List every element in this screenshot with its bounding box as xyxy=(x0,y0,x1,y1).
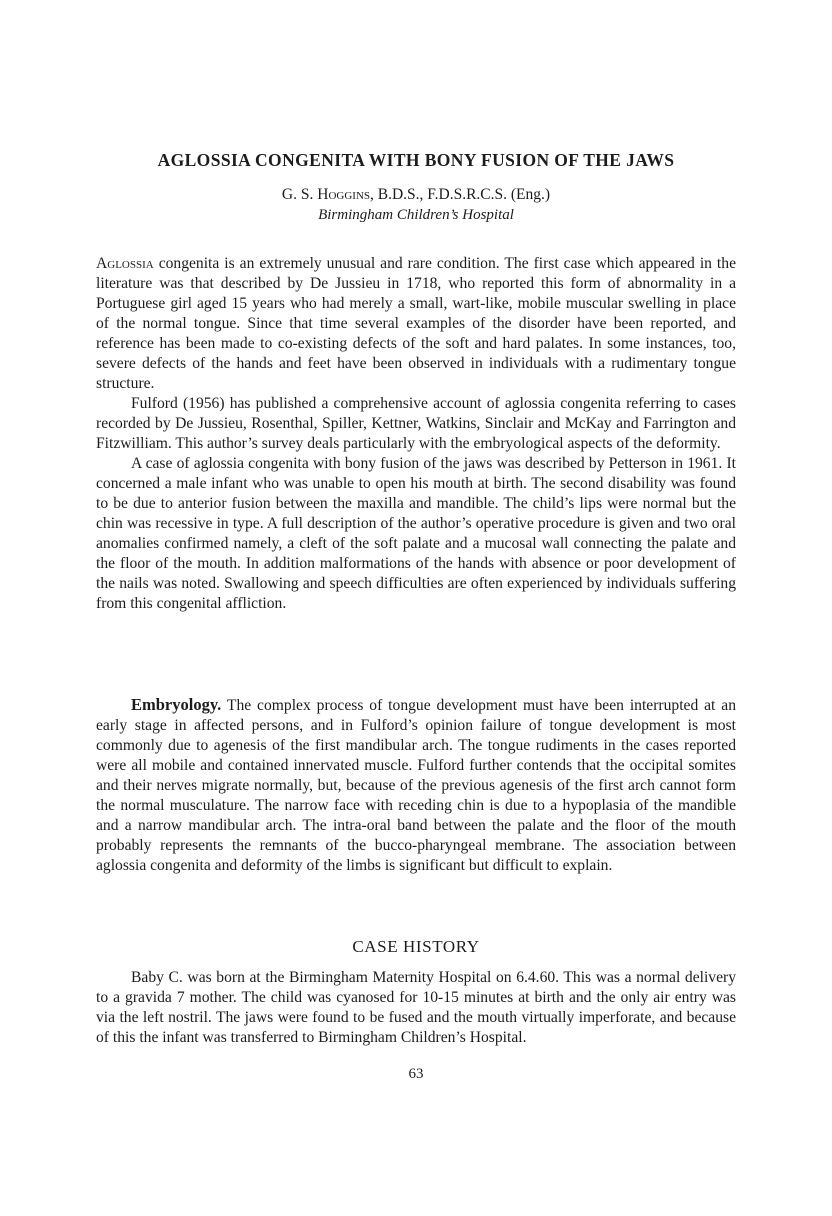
article-title: AGLOSSIA CONGENITA WITH BONY FUSION OF THE JAWS xyxy=(157,150,675,170)
author-degrees: , B.D.S., F.D.S.R.C.S. (Eng.) xyxy=(370,186,551,203)
embryology-section xyxy=(96,695,736,876)
embryology-text: The complex process of tongue development must have been interrupted at an early stage in affected persons, and in Fulford’s opinion failure of tongue development is most commonly due to agenesis of the first mandibular arch. The tongue rudiments in the cases reported were all mobile and contained innervated muscle. Fulford further contends that the occipital somites and their nerves migrate normally, but, because of the previous agenesis of the first arch cannot form the normal musculature. The narrow face with receding chin is due to a hypoplasia of the mandible and a narrow mandibular arch. The intra-oral band between the palate and the floor of the mouth probably represents the remnants of the bucco-pharyngeal membrane. The association between aglossia congenita and deformity of the limbs is significant but difficult to explain. xyxy=(96,697,736,874)
intro-paragraph-1-text: congenita is an extremely unusual and rare condition. The first case which appeared in the literature was that described by De Jussieu in 1718, who reported this form of abnormality in a Portuguese girl aged 15 years who had merely a small, wart-like, mobile muscular swelling in place of the normal tongue. Since that time several examples of the disorder have been reported, and reference has been made to co-existing defects of the soft and hard palates. In some instances, too, severe defects of the hands and feet have been observed in individuals with a rudimentary tongue structure. xyxy=(96,255,736,392)
page-number: 63 xyxy=(408,1066,424,1082)
intro-paragraph-1 xyxy=(96,254,736,394)
intro-paragraph-2: Fulford (1956) has published a comprehensive account of aglossia congenita referring to cases recorded by De Jussieu, Rosenthal, Spiller, Kettner, Watkins, Sinclair and McKay and Farrington and Fitzwilliam. This author’s survey deals particularly with the embryological aspects of the deformity. xyxy=(96,395,736,452)
intro-paragraph-3: A case of aglossia congenita with bony fusion of the jaws was described by Petterson in 1961. It concerned a male infant who was unable to open his mouth at birth. The second disability was found to be due to anterior fusion between the maxilla and mandible. The child’s lips were normal but the chin was recessive in type. A full description of the author’s operative procedure is given and two oral anomalies confirmed namely, a cleft of the soft palate and a mucosal wall connecting the palate and the floor of the mouth. In addition malformations of the hands with absence or poor development of the nails was noted. Swallowing and speech difficulties are often experienced by individuals suffering from this congenital affliction. xyxy=(96,455,736,612)
case-history-heading: CASE HISTORY xyxy=(352,937,480,956)
case-history-paragraph: Baby C. was born at the Birmingham Maternity Hospital on 6.4.60. This was a normal delivery to a gravida 7 mother. The child was cyanosed for 10-15 minutes at birth and the only air entry was via the left nostril. The jaws were found to be fused and the mouth virtually imperforate, and because of this the infant was transferred to Birmingham Children’s Hospital. xyxy=(96,969,736,1046)
embryology-paragraph xyxy=(96,695,736,876)
author-initials: G. S. xyxy=(281,186,314,203)
case-history-section xyxy=(96,968,736,1048)
embryology-heading: Embryology. xyxy=(131,695,222,714)
author-affiliation: Birmingham Children’s Hospital xyxy=(318,207,514,223)
author-surname: Hoggins xyxy=(317,186,370,203)
author-line xyxy=(0,186,832,204)
opening-word: Aglossia xyxy=(96,255,154,272)
introduction-section xyxy=(96,254,736,614)
